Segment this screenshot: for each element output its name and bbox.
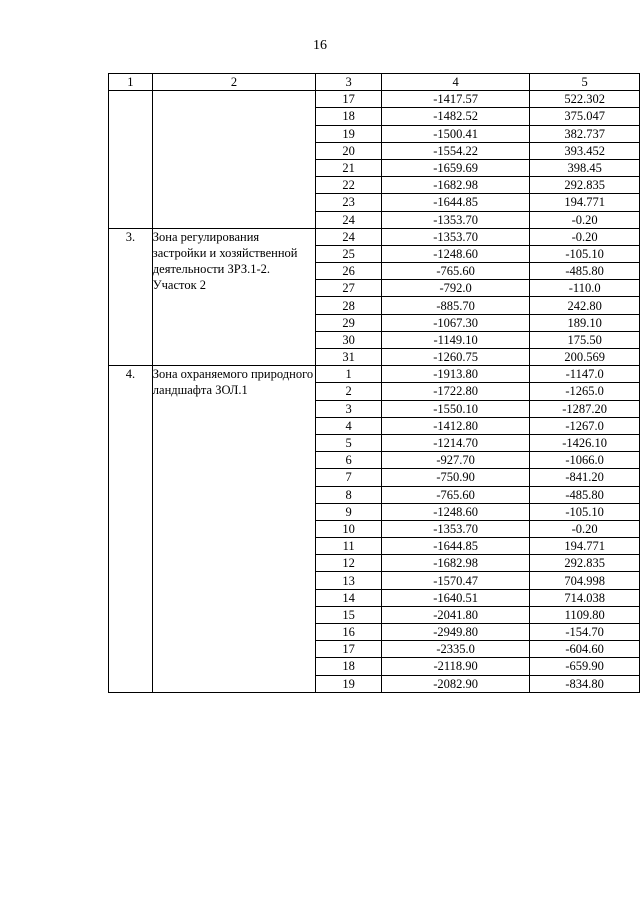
point-number: 23 [316, 194, 382, 211]
coordinate-y: -1287.20 [530, 400, 640, 417]
point-number: 10 [316, 520, 382, 537]
coordinate-x: -1149.10 [381, 331, 529, 348]
coordinate-x: -765.60 [381, 486, 529, 503]
coordinate-y: 194.771 [530, 194, 640, 211]
table-row [109, 228, 640, 245]
table-header-row [109, 74, 640, 91]
coordinate-y: -1066.0 [530, 452, 640, 469]
coordinate-x: -1260.75 [381, 349, 529, 366]
point-number: 19 [316, 125, 382, 142]
coordinate-x: -1482.52 [381, 108, 529, 125]
coordinate-y: -154.70 [530, 624, 640, 641]
zone-name [152, 91, 315, 229]
coordinate-y: 292.835 [530, 177, 640, 194]
column-header: 1 [109, 74, 153, 91]
coordinate-x: -2949.80 [381, 624, 529, 641]
zone-number: 3. [109, 228, 153, 366]
point-number: 30 [316, 331, 382, 348]
point-number: 24 [316, 211, 382, 228]
coordinate-x: -1353.70 [381, 520, 529, 537]
coordinate-y: 714.038 [530, 589, 640, 606]
point-number: 17 [316, 641, 382, 658]
point-number: 18 [316, 108, 382, 125]
coordinate-x: -1500.41 [381, 125, 529, 142]
coordinate-x: -1067.30 [381, 314, 529, 331]
coordinate-x: -750.90 [381, 469, 529, 486]
point-number: 20 [316, 142, 382, 159]
coordinate-x: -1353.70 [381, 211, 529, 228]
coordinate-y: 242.80 [530, 297, 640, 314]
column-header: 4 [381, 74, 529, 91]
coordinate-y: -841.20 [530, 469, 640, 486]
point-number: 15 [316, 606, 382, 623]
coordinate-y: 398.45 [530, 159, 640, 176]
coordinate-y: -105.10 [530, 245, 640, 262]
coordinate-x: -1417.57 [381, 91, 529, 108]
point-number: 1 [316, 366, 382, 383]
coordinate-y: -110.0 [530, 280, 640, 297]
page-number: 16 [313, 38, 327, 53]
coordinate-x: -1644.85 [381, 538, 529, 555]
coordinate-y: 375.047 [530, 108, 640, 125]
coordinate-y: 292.835 [530, 555, 640, 572]
coordinate-x: -1659.69 [381, 159, 529, 176]
coordinate-y: -604.60 [530, 641, 640, 658]
coordinate-y: 189.10 [530, 314, 640, 331]
column-header: 2 [152, 74, 315, 91]
coordinate-y: -0.20 [530, 520, 640, 537]
point-number: 29 [316, 314, 382, 331]
column-header: 5 [530, 74, 640, 91]
coordinate-y: 382.737 [530, 125, 640, 142]
coordinate-y: -1147.0 [530, 366, 640, 383]
coordinate-x: -2082.90 [381, 675, 529, 692]
coordinate-x: -2041.80 [381, 606, 529, 623]
point-number: 31 [316, 349, 382, 366]
coordinate-x: -1682.98 [381, 177, 529, 194]
coordinate-y: -105.10 [530, 503, 640, 520]
coordinate-x: -1248.60 [381, 503, 529, 520]
point-number: 24 [316, 228, 382, 245]
point-number: 7 [316, 469, 382, 486]
coordinate-x: -1412.80 [381, 417, 529, 434]
coordinate-y: 522.302 [530, 91, 640, 108]
point-number: 13 [316, 572, 382, 589]
coordinate-x: -1913.80 [381, 366, 529, 383]
point-number: 25 [316, 245, 382, 262]
coordinate-x: -1554.22 [381, 142, 529, 159]
zone-name: Зона охраняемого природного ландшафта ЗОЛ.1 [152, 366, 315, 693]
coordinate-y: 175.50 [530, 331, 640, 348]
zone-name: Зона регулирования застройки и хозяйственной деятельности ЗРЗ.1-2. Участок 2 [152, 228, 315, 366]
coordinate-y: 194.771 [530, 538, 640, 555]
point-number: 8 [316, 486, 382, 503]
coordinate-x: -1550.10 [381, 400, 529, 417]
coordinate-y: 200.569 [530, 349, 640, 366]
point-number: 3 [316, 400, 382, 417]
column-header: 3 [316, 74, 382, 91]
point-number: 12 [316, 555, 382, 572]
coordinate-x: -792.0 [381, 280, 529, 297]
table-row [109, 366, 640, 383]
coordinate-x: -1640.51 [381, 589, 529, 606]
coordinate-y: 1109.80 [530, 606, 640, 623]
coordinate-x: -1644.85 [381, 194, 529, 211]
point-number: 28 [316, 297, 382, 314]
point-number: 19 [316, 675, 382, 692]
coordinate-y: -485.80 [530, 263, 640, 280]
coordinates-table-body [109, 74, 640, 693]
point-number: 14 [316, 589, 382, 606]
coordinate-x: -927.70 [381, 452, 529, 469]
coordinate-y: -1426.10 [530, 434, 640, 451]
coordinate-y: -659.90 [530, 658, 640, 675]
coordinate-x: -2118.90 [381, 658, 529, 675]
coordinate-x: -1570.47 [381, 572, 529, 589]
point-number: 11 [316, 538, 382, 555]
point-number: 6 [316, 452, 382, 469]
point-number: 2 [316, 383, 382, 400]
point-number: 27 [316, 280, 382, 297]
coordinate-y: -485.80 [530, 486, 640, 503]
point-number: 4 [316, 417, 382, 434]
zone-number [109, 91, 153, 229]
coordinate-x: -2335.0 [381, 641, 529, 658]
coordinate-x: -885.70 [381, 297, 529, 314]
point-number: 5 [316, 434, 382, 451]
coordinate-y: 393.452 [530, 142, 640, 159]
coordinate-y: 704.998 [530, 572, 640, 589]
table-row [109, 91, 640, 108]
zone-number: 4. [109, 366, 153, 693]
point-number: 18 [316, 658, 382, 675]
coordinate-x: -1248.60 [381, 245, 529, 262]
coordinate-x: -1353.70 [381, 228, 529, 245]
point-number: 9 [316, 503, 382, 520]
point-number: 21 [316, 159, 382, 176]
coordinate-y: -0.20 [530, 211, 640, 228]
coordinate-x: -1682.98 [381, 555, 529, 572]
coordinates-table [108, 73, 640, 693]
coordinate-y: -1265.0 [530, 383, 640, 400]
coordinate-y: -0.20 [530, 228, 640, 245]
coordinate-y: -834.80 [530, 675, 640, 692]
point-number: 17 [316, 91, 382, 108]
coordinate-x: -765.60 [381, 263, 529, 280]
point-number: 26 [316, 263, 382, 280]
coordinate-y: -1267.0 [530, 417, 640, 434]
coordinate-x: -1722.80 [381, 383, 529, 400]
coordinate-x: -1214.70 [381, 434, 529, 451]
point-number: 16 [316, 624, 382, 641]
point-number: 22 [316, 177, 382, 194]
